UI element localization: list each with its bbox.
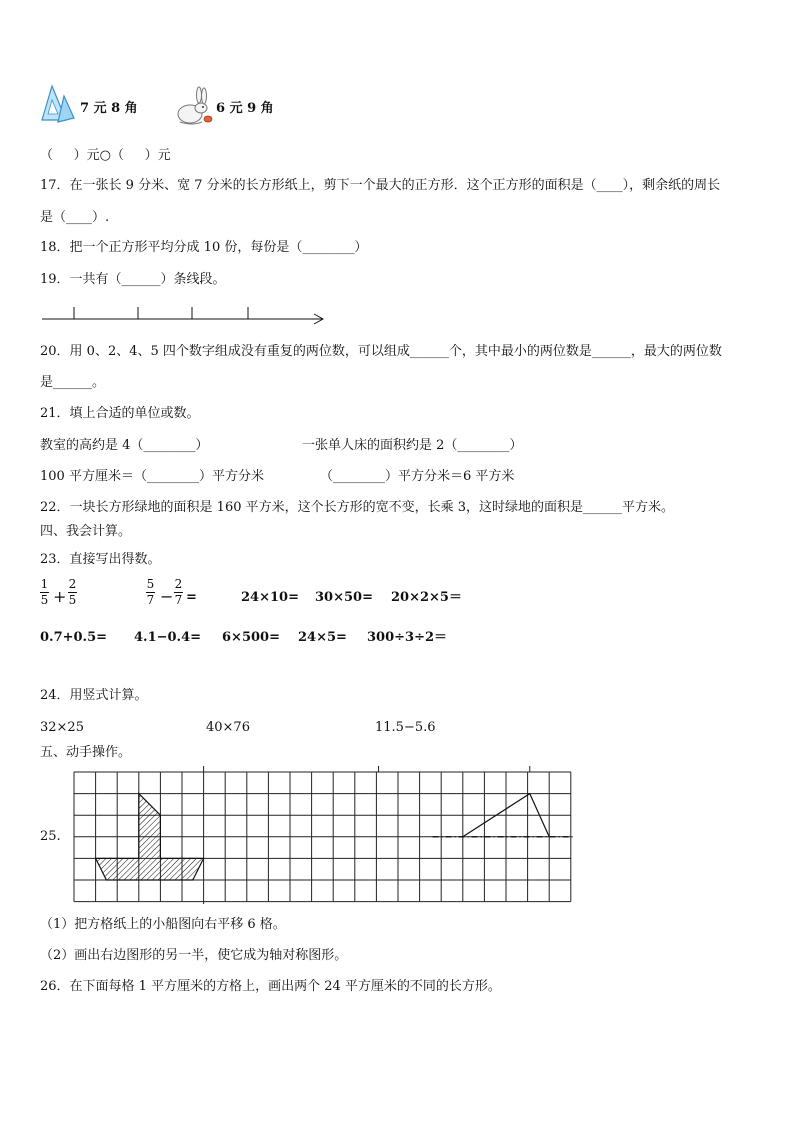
q25-sub2: （2）画出右边图形的另一半，使它成为轴对称图形。 (40, 948, 348, 963)
q16-answer-line: （ ）元○（ ）元 (40, 148, 171, 163)
fraction-2-5: 2 5 (68, 577, 77, 607)
rabbit-toy-icon (172, 86, 216, 128)
q18-text: 18．把一个正方形平均分成 10 份，每份是（________） (40, 240, 368, 255)
q25-label: 25. (40, 829, 61, 844)
plus-sign: + (53, 587, 67, 606)
q21-item-c: 100 平方厘米＝（________）平方分米 (40, 469, 264, 484)
fraction-5-7: 5 7 (146, 577, 155, 607)
fraction-1-5: 1 5 (40, 577, 49, 607)
q23-title: 23．直接写出得数。 (40, 552, 161, 567)
q21-item-d: （________）平方分米＝6 平方米 (320, 469, 515, 484)
q24-item2: 40×76 (206, 720, 250, 735)
q24-item3: 11.5−5.6 (375, 720, 436, 735)
minus-sign: − (160, 587, 174, 606)
item1-price: 7 元 8 角 (80, 101, 138, 116)
q21-item-a: 教室的高约是 4（________） (40, 438, 209, 453)
calc-row1-item2: 30×50= (315, 590, 373, 605)
q24-item1: 32×25 (40, 720, 84, 735)
fraction-2-7: 2 7 (174, 577, 183, 607)
q22-text: 22．一块长方形绿地的面积是 160 平方米，这个长方形的宽不变，长乘 3，这时绿地的面积是______平方米。 (40, 500, 675, 515)
fraction-equals: = (186, 590, 197, 605)
calc-row2-item2: 4.1−0.4= (134, 630, 202, 645)
calc-row2-item1: 0.7+0.5= (40, 630, 108, 645)
calc-row2-item3: 6×500= (222, 630, 280, 645)
triangle-ruler-icon (40, 84, 76, 124)
q20-line2: 是______。 (40, 375, 106, 390)
q20-line1: 20．用 0、2、4、5 四个数字组成没有重复的两位数，可以组成______个，其中最小的两位数是______，最大的两位数 (40, 344, 722, 359)
section5-heading: 五、动手操作。 (40, 745, 132, 760)
grid-paper (70, 764, 595, 904)
q17-line2: 是（____）. (40, 210, 110, 225)
q26-text: 26．在下面每格 1 平方厘米的方格上，画出两个 24 平方厘米的不同的长方形。 (40, 979, 501, 994)
calc-row1-item3: 20×2×5＝ (391, 590, 462, 605)
calc-row2-item4: 24×5= (298, 630, 347, 645)
q19-text: 19．一共有（______）条线段。 (40, 272, 226, 287)
q24-title: 24．用竖式计算。 (40, 688, 148, 703)
section4-heading: 四、我会计算。 (40, 524, 132, 539)
q21-item-b: 一张单人床的面积约是 2（________） (302, 438, 523, 453)
calc-row1-item1: 24×10= (241, 590, 299, 605)
q21-title: 21．填上合适的单位或数。 (40, 406, 200, 421)
item2-price: 6 元 9 角 (216, 101, 274, 116)
calc-row2-item5: 300÷3÷2＝ (367, 630, 448, 645)
q25-sub1: （1）把方格纸上的小船图向右平移 6 格。 (40, 917, 286, 932)
q17-line1: 17．在一张长 9 分米、宽 7 分米的长方形纸上，剪下一个最大的正方形．这个正方形的面积是（____），剩余纸的周长 (40, 178, 721, 193)
segment-ray-figure (40, 302, 330, 326)
